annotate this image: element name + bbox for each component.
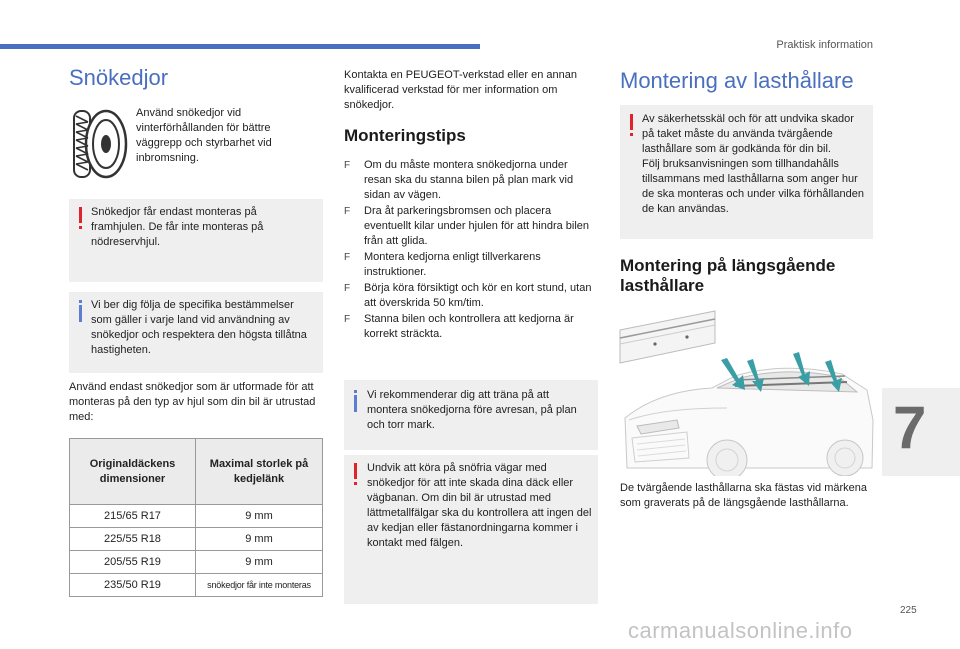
- table-header-link: Maximal storlek på kedjelänk: [196, 439, 323, 505]
- list-item-text: Om du måste montera snökedjorna under resan ska du stanna bilen på plan mark vid sidan av vägen.: [364, 159, 574, 201]
- bullet-glyph: F: [344, 252, 351, 263]
- snow-chain-tire-icon: [70, 108, 130, 180]
- list-item: [344, 250, 598, 280]
- fitting-tips-list: [344, 158, 598, 343]
- table-row: [70, 551, 323, 574]
- table-row: [70, 574, 323, 597]
- info-text: Vi rekommenderar dig att träna på att montera snökedjorna före avresan, på plan och torr mark.: [367, 389, 577, 431]
- bullet-glyph: F: [344, 160, 351, 171]
- list-item-text: Dra åt parkeringsbromsen och placera eventuellt kilar under hjulen för att hindra bilen från att glida.: [364, 205, 590, 247]
- list-item-text: Stanna bilen och kontrollera att kedjorna är korrekt sträckta.: [364, 313, 574, 340]
- table-cell-tire: 215/65 R17: [70, 505, 196, 528]
- list-item-text: Montera kedjorna enligt tillverkarens instruktioner.: [364, 251, 541, 278]
- header-accent-bar: [0, 44, 480, 49]
- table-cell-link: snökedjor får inte monteras: [196, 574, 323, 597]
- contact-workshop-text: Kontakta en PEUGEOT-verkstad eller en annan kvalificerad verkstad för mer information om snökedjor.: [344, 69, 577, 111]
- list-item-text: Börja köra försiktigt och kör en kort stund, utan att överskrida 50 km/tim.: [364, 282, 592, 309]
- title-roof-bars: Montering av lasthållare: [620, 68, 854, 93]
- table-cell-link: 9 mm: [196, 551, 323, 574]
- table-header-tire: Originaldäckens dimensioner: [70, 439, 196, 505]
- info-box-regulations: [69, 292, 323, 373]
- list-item: [344, 312, 598, 342]
- list-item: [344, 158, 598, 203]
- table-cell-tire: 225/55 R18: [70, 528, 196, 551]
- snow-chains-intro: Använd snökedjor vid vinterförhållanden för bättre väggrepp och styrbarhet vid inbromsning.: [136, 107, 272, 164]
- warning-box-snowfree-roads: [344, 455, 598, 604]
- roof-bars-caption: De tvärgående lasthållarna ska fästas vid märkena som graverats på de längsgående lasthållarna.: [620, 482, 868, 509]
- section-label: Praktisk information: [776, 39, 873, 51]
- table-row: [70, 505, 323, 528]
- warning-text: Snökedjor får endast monteras på framhjulen. De får inte monteras på nödreservhjul.: [91, 206, 264, 248]
- title-snow-chains: Snökedjor: [69, 65, 169, 90]
- warning-box-front-wheels: [69, 199, 323, 282]
- warning-box-roof-bars: [620, 105, 873, 239]
- warning-text: Av säkerhetsskäl och för att undvika skador på taket måste du använda tvärgående lasthållare som är godkända för din bil. Följ bruksanvisningen som tillhandahålls tillsammans med lasthållarna som anger hur de ska monteras och under vilka förhållanden de kan användas.: [642, 113, 864, 215]
- list-item: [344, 281, 598, 311]
- warning-text: Undvik att köra på snöfria vägar med snökedjor för att inte skada dina däck eller vägbanan. Om din bil är utrustad med lättmetallfälgar ska du kontrollera att ingen del av kedjan eller fästanordningarna kommer i kontakt med fälgen.: [367, 462, 592, 549]
- table-cell-link: 9 mm: [196, 505, 323, 528]
- watermark: carmanualsonline.info: [628, 618, 853, 643]
- info-text: Vi ber dig följa de specifika bestämmelser som gäller i varje land vid användning av snökedjor och respektera den högsta tillåtna hastigheten.: [91, 299, 307, 356]
- page-number: 225: [900, 605, 917, 616]
- table-row: [70, 528, 323, 551]
- bullet-glyph: F: [344, 314, 351, 325]
- heading-fitting-tips: Monteringstips: [344, 126, 466, 145]
- list-item: [344, 204, 598, 249]
- bullet-glyph: F: [344, 283, 351, 294]
- table-cell-tire: 205/55 R19: [70, 551, 196, 574]
- chains-body-text: Använd endast snökedjor som är utformade för att monteras på den typ av hjul som din bil är utrustad med:: [69, 381, 316, 423]
- info-box-practice: [344, 380, 598, 450]
- car-roof-rails-illustration: [617, 308, 875, 476]
- chapter-number: 7: [893, 394, 927, 461]
- bullet-glyph: F: [344, 206, 351, 217]
- chain-size-table: [69, 438, 323, 597]
- table-cell-link: 9 mm: [196, 528, 323, 551]
- heading-longitudinal-rails: Montering på längsgående lasthållare: [620, 256, 836, 295]
- table-cell-tire: 235/50 R19: [70, 574, 196, 597]
